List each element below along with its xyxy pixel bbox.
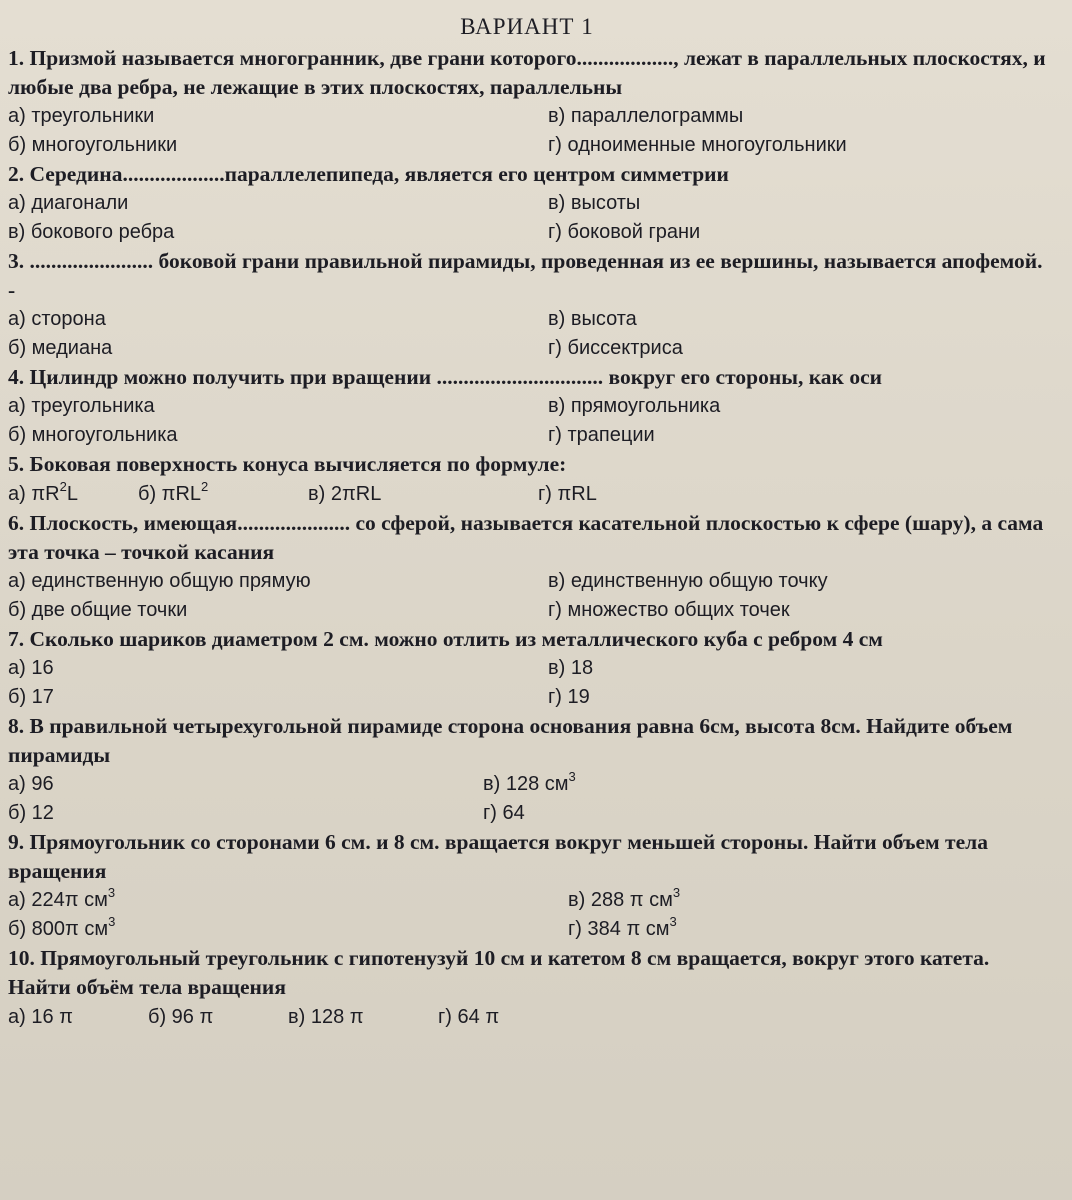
question-8-options (8, 770, 1046, 828)
question-3: 3. ....................... боковой грани правильной пирамиды, проведенная из ее вершины, называется апофемой. - (8, 249, 1043, 302)
option-b: б) 12 (8, 802, 54, 824)
option-v: в) 128 $см^3$ (483, 769, 576, 795)
option-b: б) 96 π (148, 1006, 214, 1028)
option-b: в) бокового ребра (8, 221, 175, 243)
option-g: г) одноименные многоугольники (548, 134, 847, 156)
question-2-options (8, 189, 1046, 247)
option-v: в) 18 (548, 657, 594, 679)
option-v: в) высота (548, 308, 637, 330)
question-8: 8. В правильной четырехугольной пирамиде сторона основания равна 6см, высота 8см. Найдите объем пирамиды (8, 714, 1013, 767)
option-a: а) треугольника (8, 395, 155, 417)
option-a: а) диагонали (8, 192, 129, 214)
question-9: 9. Прямоугольник со сторонами 6 см. и 8 см. вращается вокруг меньшей стороны. Найти объем тела вращения (8, 830, 988, 883)
option-g: г) 64 π (438, 1006, 500, 1028)
option-v: в) единственную общую точку (548, 570, 828, 592)
option-a: а) 96 (8, 773, 54, 795)
option-v: в) 2πRL (308, 483, 382, 505)
question-7-options (8, 654, 1046, 712)
option-a: а) сторона (8, 308, 106, 330)
option-b: б) 800π $см^3$ (8, 914, 116, 940)
option-a: а) 16 (8, 657, 54, 679)
option-v: в) 288 π $см^3$ (568, 885, 681, 911)
option-b: б) медиана (8, 337, 113, 359)
option-g: г) биссектриса (548, 337, 683, 359)
option-b: б) две общие точки (8, 599, 188, 621)
option-b: б) многоугольника (8, 424, 178, 446)
option-v: в) прямоугольника (548, 395, 721, 417)
option-g: г) боковой грани (548, 221, 701, 243)
question-5-options (8, 479, 1046, 509)
option-g: г) трапеции (548, 424, 655, 446)
option-g: г) 384 π $см^3$ (568, 914, 677, 940)
option-a: а) $\pi R^2L$ (8, 479, 78, 505)
option-v: в) параллелограммы (548, 105, 744, 127)
option-b: б) πRL$^2$ (138, 479, 209, 505)
option-a: а) треугольники (8, 105, 155, 127)
option-a: а) 16 π (8, 1006, 73, 1028)
option-g: г) 64 (483, 802, 525, 824)
option-g: г) 19 (548, 686, 590, 708)
question-6: 6. Плоскость, имеющая..................... со сферой, называется касательной плоскостью к сфере (шару), а сама эта точка – точкой касания (8, 511, 1044, 564)
option-g: г) множество общих точек (548, 599, 790, 621)
question-5: 5. Боковая поверхность конуса вычисляется по формуле: (8, 452, 567, 476)
question-1: 1. Призмой называется многогранник, две грани которого.................., лежат в параллельных плоскостях, и любые два ребра, не лежащие в этих плоскостях, параллельны (8, 46, 1046, 99)
question-2: 2. Середина...................параллелепипеда, является его центром симметрии (8, 162, 729, 186)
option-b: б) многоугольники (8, 134, 178, 156)
option-v: в) высоты (548, 192, 641, 214)
question-4-options (8, 392, 1046, 450)
question-9-options (8, 886, 1046, 944)
question-4: 4. Цилиндр можно получить при вращении ............................... вокруг его стороны, как оси (8, 365, 883, 389)
question-3-options (8, 305, 1046, 363)
option-g: г) πRL (538, 483, 597, 505)
variant-title: ВАРИАНТ 1 (460, 14, 594, 39)
question-10: 10. Прямоугольный треугольник с гипотенузуй 10 см и катетом 8 см вращается, вокруг этого катета. Найти объём тела вращения (8, 946, 990, 999)
option-a: а) 224π $см^3$ (8, 885, 116, 911)
question-6-options (8, 567, 1046, 625)
question-7: 7. Сколько шариков диаметром 2 см. можно отлить из металлического куба с ребром 4 см (8, 627, 883, 651)
option-a: а) единственную общую прямую (8, 570, 311, 592)
question-10-options (8, 1002, 1046, 1032)
question-1-options (8, 102, 1046, 160)
option-v: в) 128 π (288, 1006, 364, 1028)
option-b: б) 17 (8, 686, 54, 708)
